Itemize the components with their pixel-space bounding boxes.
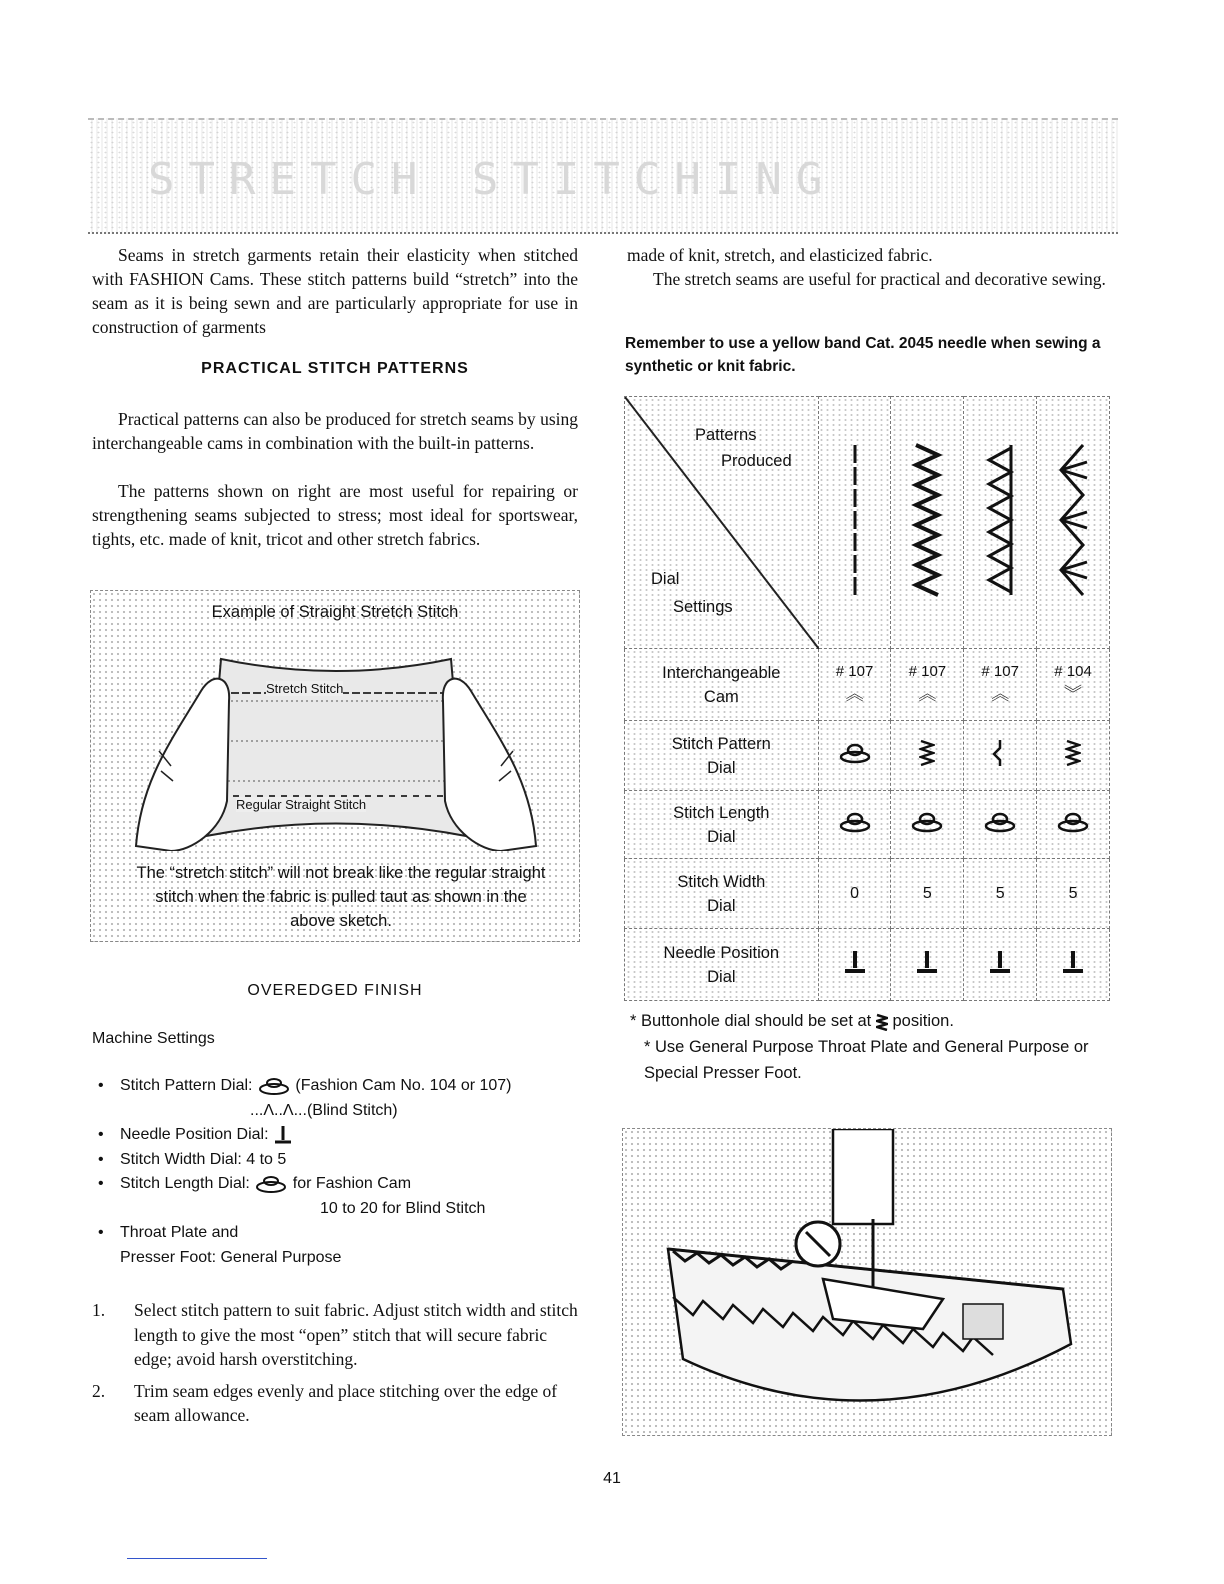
machine-settings-heading: Machine Settings — [92, 1030, 215, 1047]
stitch-length-value-2 — [891, 791, 964, 859]
pattern-overedge — [964, 397, 1037, 649]
setting-throat-plate: • Throat Plate and Presser Foot: General Purpose — [92, 1221, 578, 1270]
stitch-length-value-1 — [818, 791, 891, 859]
step-2: 2. Trim seam edges evenly and place stitching over the edge of seam allowance. — [92, 1380, 558, 1425]
stitch-pattern-value-1 — [818, 721, 891, 791]
footnote-rule — [127, 1558, 267, 1559]
practical-paragraph-1: Practical patterns can also be produced for stretch seams by using interchangeable cams in combination with the built-in patterns. — [92, 409, 578, 453]
stretch-stitch-label: Stretch Stitch — [266, 681, 344, 696]
table-notes — [630, 1008, 1110, 1086]
stitch-pattern-row-label: Stitch Pattern Dial — [625, 721, 819, 791]
zigzag-dial-icon — [919, 739, 935, 767]
cam-dial-icon — [983, 811, 1017, 833]
cam-chevron-icon: ︽ — [845, 684, 864, 704]
stitch-pattern-value-3 — [964, 721, 1037, 791]
stitch-pattern-value-4 — [1037, 721, 1110, 791]
stitch-length-value-3 — [964, 791, 1037, 859]
practical-paragraph-2: The patterns shown on right are most useful for repairing or strengthening seams subjected to stress; most ideal for sportswear, tights, etc. made of knit, tricot and other stretch fabrics. — [92, 481, 578, 549]
page-title: STRETCH STITCHING — [148, 154, 837, 205]
cam-value-4: # 104 ︾ — [1037, 649, 1110, 721]
cam-chevron-icon: ︾ — [1064, 684, 1083, 704]
cam-dial-icon — [910, 811, 944, 833]
stitch-length-value-4 — [1037, 791, 1110, 859]
needle-position-value-1 — [818, 929, 891, 1001]
pattern-feather — [1037, 397, 1110, 649]
zigzag-pattern-icon — [910, 440, 944, 600]
setting-stitch-pattern: • Stitch Pattern Dial: (Fashion Cam No. 104 or 107) ...Λ..Λ...(Blind Stitch) — [92, 1074, 578, 1123]
practical-heading: PRACTICAL STITCH PATTERNS — [201, 360, 469, 377]
stretch-stitch-illustration — [90, 590, 580, 942]
pattern-straight-stretch — [818, 397, 891, 649]
pattern-zigzag — [891, 397, 964, 649]
needle-position-row-label: Needle Position Dial — [625, 929, 819, 1001]
cam-dial-icon — [257, 1077, 291, 1095]
step-1: 1. Select stitch pattern to suit fabric. Adjust stitch width and stitch length to give the most “open” stitch that will secure fabric edge; avoid harsh overstitching. — [92, 1300, 578, 1369]
stitch-pattern-value-2 — [891, 721, 964, 791]
cam-row-label: Interchangeable Cam — [625, 649, 819, 721]
needle-position-row — [625, 929, 1110, 1001]
figure-caption: The “stretch stitch” will not break like the regular straight stitch when the fabric is pulled taut as shown in the above sketch. — [136, 864, 546, 930]
title-banner — [88, 118, 1118, 234]
cam-chevron-icon: ︽ — [918, 684, 937, 704]
cam-row — [625, 649, 1110, 721]
figure-title: Example of Straight Stretch Stitch — [211, 603, 459, 621]
steps-list — [92, 1298, 578, 1435]
presser-foot-note: * Use General Purpose Throat Plate and General Purpose or Special Presser Foot. — [644, 1038, 1089, 1082]
stitch-width-value-2: 5 — [891, 859, 964, 929]
cam-dial-icon — [838, 811, 872, 833]
cam-dial-icon — [1056, 811, 1090, 833]
needle-position-value-2 — [891, 929, 964, 1001]
stitch-width-value-3: 5 — [964, 859, 1037, 929]
overedge-sewing-illustration — [622, 1128, 1112, 1436]
needle-center-icon — [843, 948, 867, 976]
feather-pattern-icon — [1053, 440, 1093, 600]
buttonhole-note: * Buttonhole dial should be set at position. — [630, 1012, 954, 1030]
stitch-length-row — [625, 791, 1110, 859]
needle-reminder: Remember to use a yellow band Cat. 2045 needle when sewing a synthetic or knit fabric. — [625, 335, 1101, 375]
buttonhole-position-icon — [876, 1013, 888, 1031]
regular-stitch-label: Regular Straight Stitch — [236, 797, 367, 812]
table-corner-header: Patterns Produced Dial Settings — [625, 397, 819, 649]
hands-fabric-drawing — [131, 631, 541, 851]
machine-settings-list — [92, 1074, 578, 1270]
patterns-row — [625, 397, 1110, 649]
needle-position-value-4 — [1037, 929, 1110, 1001]
straight-stretch-pattern-icon — [845, 440, 865, 600]
page-number: 41 — [603, 1470, 621, 1487]
stitch-pattern-row — [625, 721, 1110, 791]
cam-value-3: # 107 ︽ — [964, 649, 1037, 721]
multi-zigzag-dial-icon — [1065, 739, 1081, 767]
needle-position-value-3 — [964, 929, 1037, 1001]
stitch-width-value-4: 5 — [1037, 859, 1110, 929]
intro-continued: made of knit, stretch, and elasticized fabric. — [627, 245, 933, 265]
setting-stitch-length: • Stitch Length Dial: for Fashion Cam 10 to 20 for Blind Stitch — [92, 1172, 578, 1221]
needle-center-icon — [273, 1124, 293, 1146]
cam-value-2: # 107 ︽ — [891, 649, 964, 721]
needle-center-icon — [988, 948, 1012, 976]
intro-paragraph: Seams in stretch garments retain their elasticity when stitched with FASHION Cams. These stitch patterns build “stretch” into the seam as it is being sewn and are particularly appropriate for use in construction of garments — [92, 245, 578, 337]
stitch-settings-table — [624, 396, 1110, 1001]
stitch-length-row-label: Stitch Length Dial — [625, 791, 819, 859]
needle-center-icon — [1061, 948, 1085, 976]
overedged-heading: OVEREDGED FINISH — [247, 982, 423, 999]
cam-chevron-icon: ︽ — [991, 684, 1010, 704]
cam-value-1: # 107 ︽ — [818, 649, 891, 721]
stitch-width-row-label: Stitch Width Dial — [625, 859, 819, 929]
intro-paragraph-2: The stretch seams are useful for practical and decorative sewing. — [653, 269, 1106, 289]
setting-needle-position: • Needle Position Dial: — [92, 1123, 578, 1148]
setting-stitch-width: • Stitch Width Dial: 4 to 5 — [92, 1148, 578, 1173]
stitch-width-value-1: 0 — [818, 859, 891, 929]
needle-center-icon — [915, 948, 939, 976]
overedge-pattern-icon — [983, 440, 1017, 600]
stitch-width-row — [625, 859, 1110, 929]
cam-dial-icon — [254, 1175, 288, 1193]
cam-dial-icon — [838, 742, 872, 764]
presser-foot-drawing — [623, 1129, 1111, 1435]
blind-stitch-dial-icon — [990, 738, 1010, 768]
